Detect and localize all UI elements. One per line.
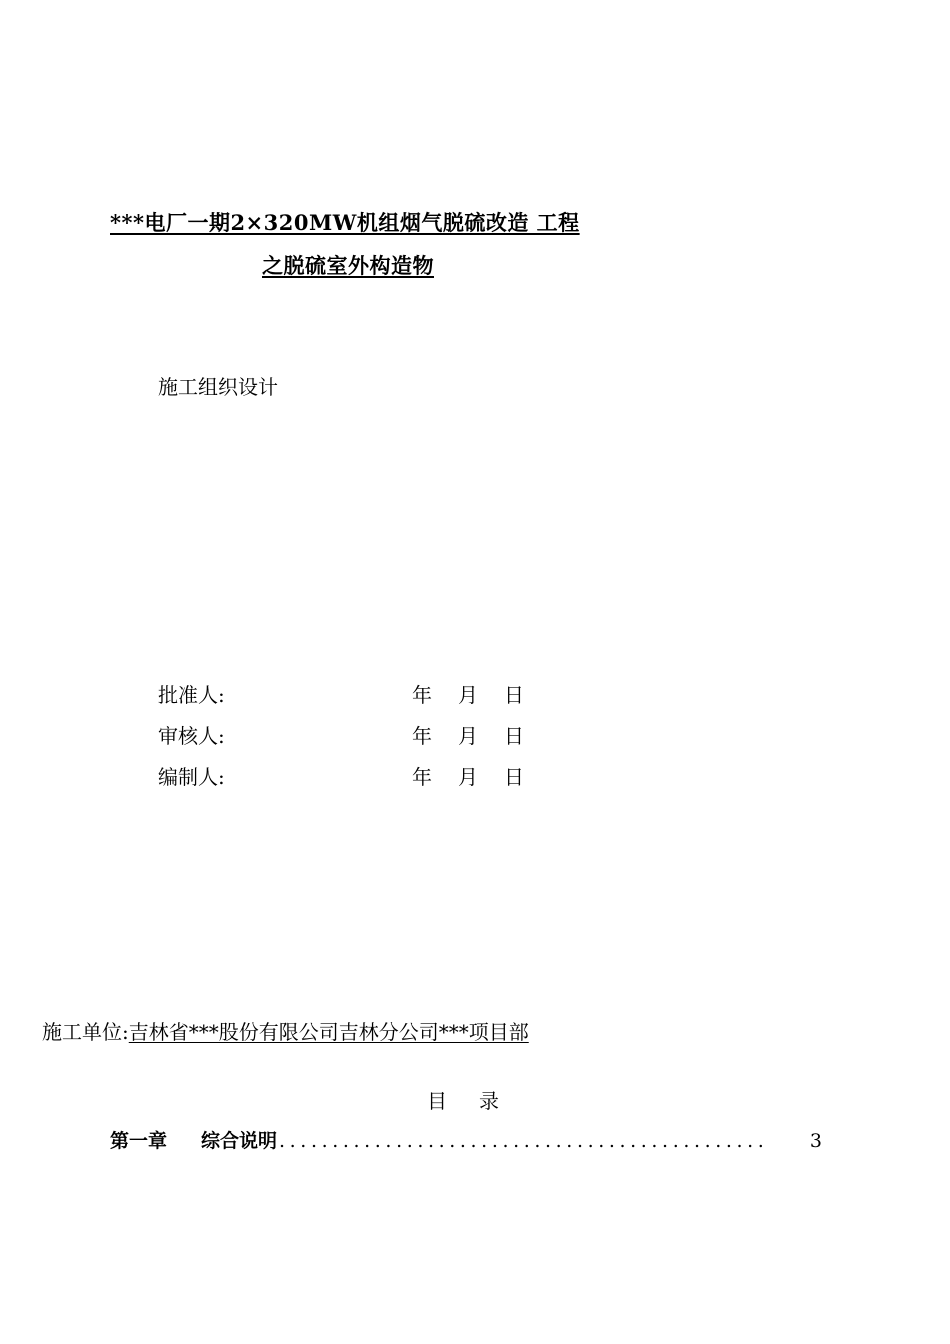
date-year: 年 bbox=[412, 683, 432, 707]
signature-date bbox=[412, 761, 524, 790]
date-day: 日 bbox=[504, 765, 524, 789]
toc-entry-name: 综合说明 bbox=[201, 1130, 278, 1152]
date-day: 日 bbox=[504, 683, 524, 707]
date-year: 年 bbox=[412, 724, 432, 748]
signature-row-reviewer bbox=[0, 720, 950, 750]
signature-label: 批准人: bbox=[158, 683, 225, 707]
toc-title-right: 录 bbox=[479, 1089, 499, 1113]
signature-date bbox=[412, 720, 524, 749]
construction-unit-line bbox=[42, 1016, 529, 1045]
signature-row-preparer bbox=[0, 761, 950, 791]
date-year: 年 bbox=[412, 765, 432, 789]
toc-entry[interactable] bbox=[110, 1126, 822, 1156]
document-title-line-1: ***电厂一期2×320MW机组烟气脱硫改造 工程 bbox=[110, 210, 580, 235]
date-month: 月 bbox=[458, 765, 478, 789]
toc-title-left: 目 bbox=[427, 1089, 447, 1113]
toc-title bbox=[427, 1085, 499, 1114]
signature-date bbox=[412, 679, 524, 708]
date-month: 月 bbox=[458, 724, 478, 748]
date-month: 月 bbox=[458, 683, 478, 707]
signature-label: 编制人: bbox=[158, 765, 225, 789]
document-title-line-2: 之脱硫室外构造物 bbox=[262, 253, 434, 278]
construction-unit-label: 施工单位: bbox=[42, 1020, 129, 1044]
signature-row-approver bbox=[0, 679, 950, 709]
construction-unit-value: 吉林省***股份有限公司吉林分公司***项目部 bbox=[128, 1020, 529, 1044]
document-type-heading: 施工组织设计 bbox=[158, 375, 278, 399]
toc-entry-dot-leader: .............................................. bbox=[279, 1130, 769, 1152]
signature-label: 审核人: bbox=[158, 724, 225, 748]
toc-entry-page-number: 3 bbox=[809, 1130, 822, 1152]
toc-entry-chapter: 第一章 bbox=[110, 1130, 168, 1152]
date-day: 日 bbox=[504, 724, 524, 748]
